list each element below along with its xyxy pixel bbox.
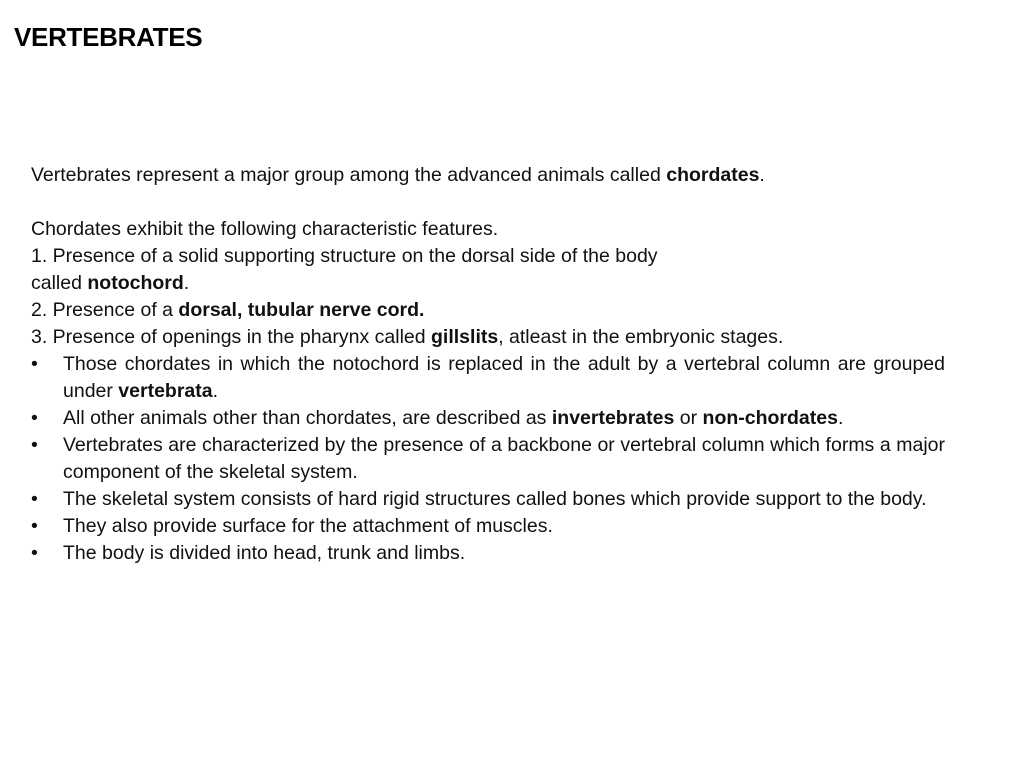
bullet-text: Those chordates in which the notochord is replaced in the adult by a vertebral column are grouped under: [63, 353, 945, 402]
list-item: [31, 432, 945, 486]
bullet-marker: •: [31, 515, 38, 537]
intro-text: Vertebrates represent a major group among the advanced animals called: [31, 164, 667, 186]
features-heading: Chordates exhibit the following characteristic features.: [31, 218, 499, 240]
list-item: [31, 351, 945, 405]
feature-2-bold-term: dorsal, tubular nerve cord.: [178, 299, 425, 321]
bullet-marker: •: [31, 542, 38, 564]
feature-3: [31, 324, 945, 351]
feature-1-text: called: [31, 272, 88, 294]
list-item: [31, 486, 945, 513]
bullet-marker: •: [31, 407, 38, 429]
feature-1-line-1: 1. Presence of a solid supporting structure on the dorsal side of the body: [31, 245, 658, 267]
feature-3-text: 3. Presence of openings in the pharynx called: [31, 326, 432, 348]
list-item: [31, 405, 945, 432]
bullet-text: All other animals other than chordates, are described as: [63, 407, 552, 429]
slide-title: VERTEBRATES: [14, 22, 203, 52]
bullet-bold-term: invertebrates: [551, 407, 675, 429]
bullet-text: Vertebrates are characterized by the presence of a backbone or vertebral column which forms a major component of the skeletal system.: [63, 434, 945, 483]
bullet-bold-term: vertebrata: [118, 380, 213, 402]
intro-end: .: [759, 164, 765, 186]
bullet-marker: •: [31, 353, 38, 375]
list-item: [31, 513, 945, 540]
bullet-marker: •: [31, 434, 38, 456]
bullet-text: They also provide surface for the attachment of muscles.: [63, 515, 553, 537]
list-item: [31, 540, 945, 567]
bullet-marker: •: [31, 488, 38, 510]
intro-paragraph: [31, 162, 945, 189]
bullet-text-end: .: [837, 407, 844, 429]
bullet-text: The body is divided into head, trunk and limbs.: [63, 542, 466, 564]
feature-1-bold-term: notochord: [87, 272, 184, 294]
bullet-text: The skeletal system consists of hard rigid structures called bones which provide support to the body.: [63, 488, 927, 510]
feature-2-text: 2. Presence of a: [31, 299, 179, 321]
slide-body: [31, 162, 945, 567]
bullet-bold-term-2: non-chordates: [702, 407, 838, 429]
bullet-text-mid: or: [674, 407, 703, 429]
feature-2: [31, 297, 945, 324]
intro-bold-term: chordates: [666, 164, 760, 186]
feature-1-line-2: [31, 270, 945, 297]
paragraph-spacer: [31, 189, 945, 216]
feature-3-end: , atleast in the embryonic stages.: [498, 326, 784, 348]
bullet-list: [31, 351, 945, 567]
feature-1-end: .: [183, 272, 190, 294]
bullet-text-end: .: [212, 380, 219, 402]
feature-3-bold-term: gillslits: [431, 326, 499, 348]
